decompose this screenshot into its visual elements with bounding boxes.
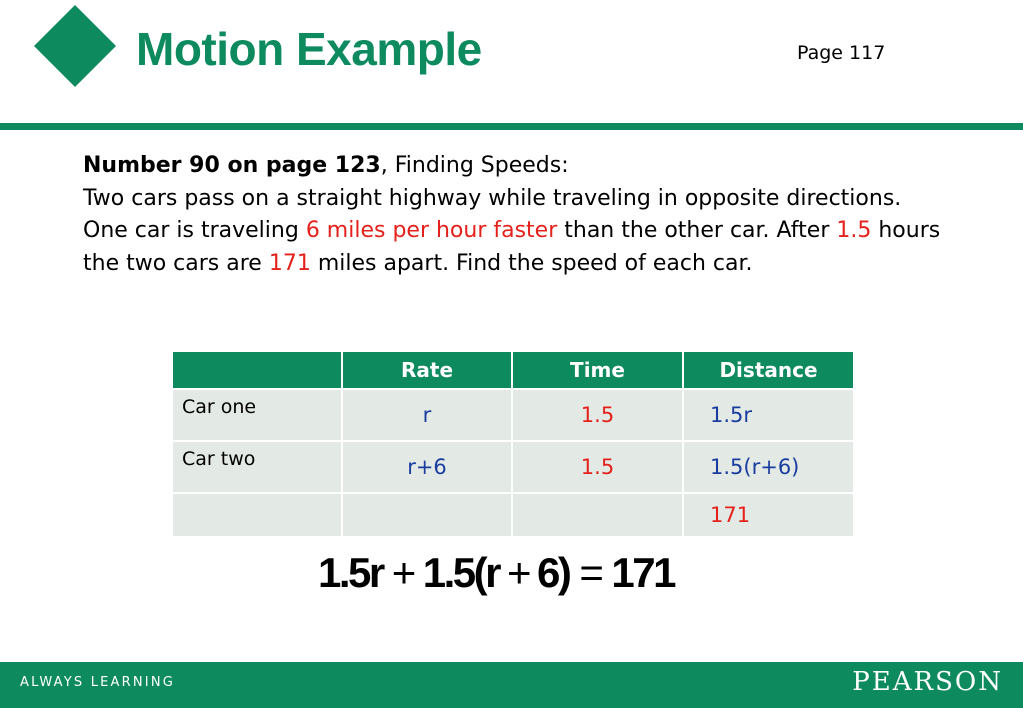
plus-sign: +	[391, 549, 414, 596]
footer-bar	[0, 662, 1023, 708]
equation-term: 1.5r	[318, 549, 383, 596]
time-cell: 1.5	[512, 389, 683, 441]
slide-title: Motion Example	[136, 23, 482, 75]
problem-body	[83, 183, 953, 281]
rate-cell: r	[342, 389, 512, 441]
table-row	[172, 441, 854, 493]
column-header	[172, 351, 342, 389]
equation-term: 171	[611, 549, 674, 596]
header-divider	[0, 123, 1023, 130]
time-cell: 1.5	[512, 441, 683, 493]
equals-sign: =	[579, 549, 602, 596]
problem-text: hours the two cars are	[83, 218, 941, 276]
column-header: Rate	[342, 351, 512, 389]
brand-logo: PEARSON	[852, 667, 1003, 697]
problem-heading	[83, 150, 953, 183]
problem-statement	[83, 150, 953, 280]
distance-cell: 1.5r	[683, 389, 854, 441]
row-label	[172, 493, 342, 537]
table-row	[172, 389, 854, 441]
rate-cell	[342, 493, 512, 537]
problem-text: Two cars pass on a straight highway while traveling in opposite directions. One car is traveling	[83, 185, 902, 243]
problem-highlight: 6 miles per hour faster	[305, 218, 558, 243]
diamond-logo-icon	[34, 5, 116, 87]
plus-sign: +	[506, 549, 530, 596]
footer-tagline: ALWAYS LEARNING	[20, 675, 176, 690]
distance-total-cell: 171	[683, 493, 854, 537]
distance-cell: 1.5(r+6)	[683, 441, 854, 493]
column-header: Distance	[683, 351, 854, 389]
time-cell	[512, 493, 683, 537]
equation	[318, 549, 718, 597]
page-reference: Page 117	[797, 42, 886, 64]
rate-cell: r+6	[342, 441, 512, 493]
problem-text: than the other car. After	[557, 218, 837, 243]
problem-highlight: 1.5	[836, 218, 872, 243]
problem-heading-rest: , Finding Speeds:	[380, 153, 569, 178]
equation-term: 1.5(r	[422, 549, 499, 596]
table-row	[172, 493, 854, 537]
column-header: Time	[512, 351, 683, 389]
equation-term: 6)	[537, 549, 570, 596]
problem-text: miles apart. Find the speed of each car.	[310, 250, 753, 276]
row-label: Car two	[172, 441, 342, 493]
table-header-row	[172, 351, 854, 389]
problem-heading-bold: Number 90 on page 123	[83, 153, 381, 178]
rate-time-distance-table	[171, 350, 855, 538]
row-label: Car one	[172, 389, 342, 441]
problem-highlight: 171	[268, 250, 311, 276]
